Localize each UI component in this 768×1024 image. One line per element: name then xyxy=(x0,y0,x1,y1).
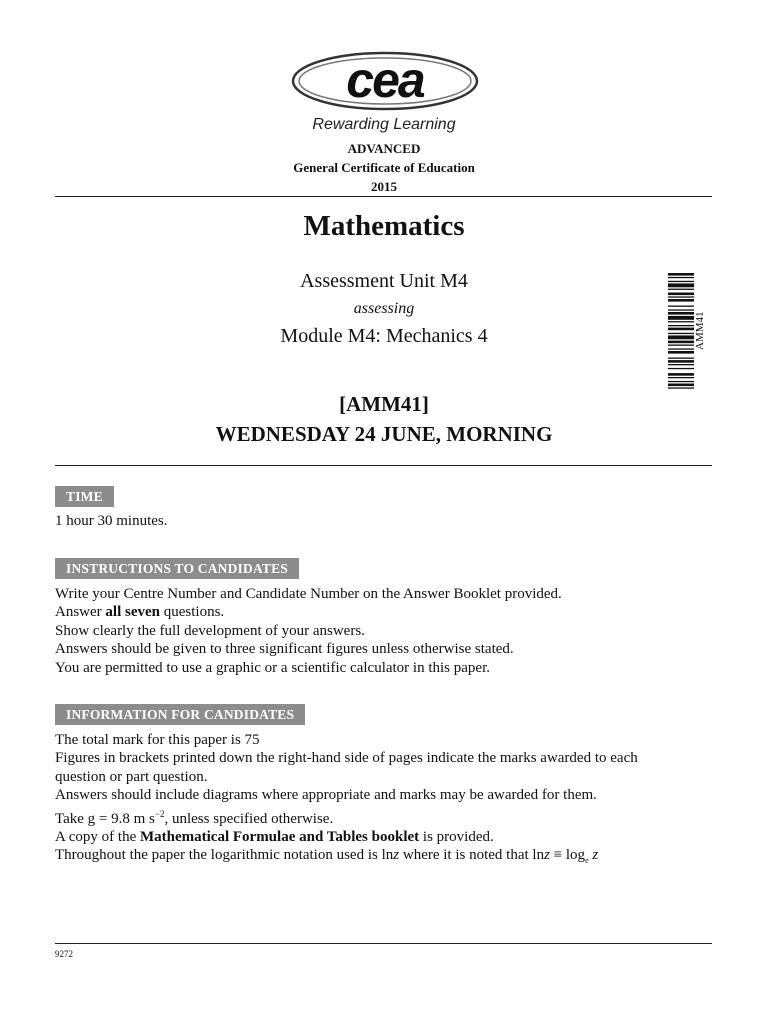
instruction-text: Answer xyxy=(55,604,106,621)
variable: z xyxy=(588,847,599,864)
barcode-bar xyxy=(668,351,694,354)
barcode-bar xyxy=(668,381,694,382)
exam-date: WEDNESDAY 24 JUNE, MORNING xyxy=(215,422,553,446)
information-text: is provided. xyxy=(419,829,494,846)
barcode-bar xyxy=(668,335,694,339)
page-title: Mathematics xyxy=(303,210,465,242)
instruction-line: Answers should be given to three significant figures unless otherwise stated. xyxy=(55,641,514,658)
variable: z xyxy=(544,847,550,864)
information-line xyxy=(55,846,725,870)
instruction-line: Write your Centre Number and Candidate Number on the Answer Booklet provided. xyxy=(55,586,562,602)
information-line: The total mark for this paper is 75 xyxy=(55,732,260,748)
instruction-line: You are permitted to use a graphic or a scientific calculator in this paper. xyxy=(55,659,490,676)
barcode-bar xyxy=(668,277,694,278)
barcode-bar xyxy=(668,368,694,369)
information-text: ≡ log xyxy=(549,847,586,864)
barcode-bar xyxy=(668,281,694,282)
time-heading: TIME xyxy=(55,486,114,507)
information-line: Figures in brackets printed down the right-hand side of pages indicate the marks awarded to each xyxy=(55,750,638,767)
information-bold: Mathematical Formulae and Tables booklet xyxy=(139,829,420,846)
barcode-bar xyxy=(668,358,694,359)
barcode-bar xyxy=(668,306,694,307)
barcode-bar xyxy=(668,373,694,376)
barcode-bar xyxy=(668,273,694,276)
barcode-bar xyxy=(668,345,694,346)
barcode-bar xyxy=(668,299,694,302)
variable: z xyxy=(393,847,400,864)
barcode-bar xyxy=(668,384,694,387)
barcode-bar xyxy=(668,377,694,378)
barcode-bar xyxy=(668,296,694,297)
top-rule xyxy=(55,196,712,197)
barcode-bar xyxy=(668,348,694,349)
instructions-text xyxy=(55,585,725,677)
year: 2015 xyxy=(371,179,397,194)
information-text: Take g = 9.8 m s xyxy=(55,810,155,827)
subscript: e xyxy=(585,856,589,866)
instruction-line: Show clearly the full development of your answers. xyxy=(55,622,365,639)
barcode-bar xyxy=(668,325,694,326)
assessing-label: assessing xyxy=(353,300,415,317)
information-line: question or part question. xyxy=(55,768,208,785)
paper-code: [AMM41] xyxy=(339,392,429,416)
barcode-bar xyxy=(668,387,694,388)
assessment-unit: Assessment Unit M4 xyxy=(300,270,468,292)
module-name: Module M4: Mechanics 4 xyxy=(280,325,488,347)
barcode-bar xyxy=(668,321,694,322)
barcode-bar xyxy=(668,316,694,320)
information-line: Answers should include diagrams where appropriate and marks may be awarded for them. xyxy=(55,787,597,804)
logo-text: cea xyxy=(346,52,424,108)
information-text: , unless specified otherwise. xyxy=(164,810,334,827)
information-heading: INFORMATION FOR CANDIDATES xyxy=(55,704,305,725)
barcode-bar xyxy=(668,333,694,334)
level: ADVANCED xyxy=(347,141,421,156)
tagline: Rewarding Learning xyxy=(312,116,456,133)
exponent: −2 xyxy=(154,808,165,819)
barcode-bar xyxy=(668,289,694,290)
information-line xyxy=(55,828,725,846)
bottom-rule xyxy=(55,943,712,944)
instruction-line xyxy=(55,603,725,621)
middle-rule xyxy=(55,465,712,466)
information-text: Throughout the paper the logarithmic notation used is ln xyxy=(55,847,394,864)
information-text xyxy=(55,731,725,871)
information-text: where it is noted that ln xyxy=(399,847,545,864)
barcode-bar xyxy=(668,312,694,315)
cea-logo xyxy=(290,50,480,112)
barcode-bar xyxy=(668,341,694,344)
instructions-heading: INSTRUCTIONS TO CANDIDATES xyxy=(55,558,299,579)
footer-code: 9272 xyxy=(55,949,73,959)
instruction-text: questions. xyxy=(160,604,225,621)
barcode-bar xyxy=(668,328,694,331)
qualification: General Certificate of Education xyxy=(293,160,475,175)
information-line xyxy=(55,805,725,828)
barcode-bar xyxy=(668,360,694,363)
barcode-bar xyxy=(668,364,694,365)
barcode-bar xyxy=(668,283,694,287)
time-text xyxy=(55,512,725,530)
information-text: A copy of the xyxy=(55,829,140,846)
time-value: 1 hour 30 minutes. xyxy=(55,513,168,529)
barcode xyxy=(668,273,694,421)
barcode-bar xyxy=(668,309,694,310)
barcode-bar xyxy=(668,293,694,296)
instruction-bold: all seven xyxy=(105,604,160,621)
barcode-label: AMM41 xyxy=(694,311,706,350)
